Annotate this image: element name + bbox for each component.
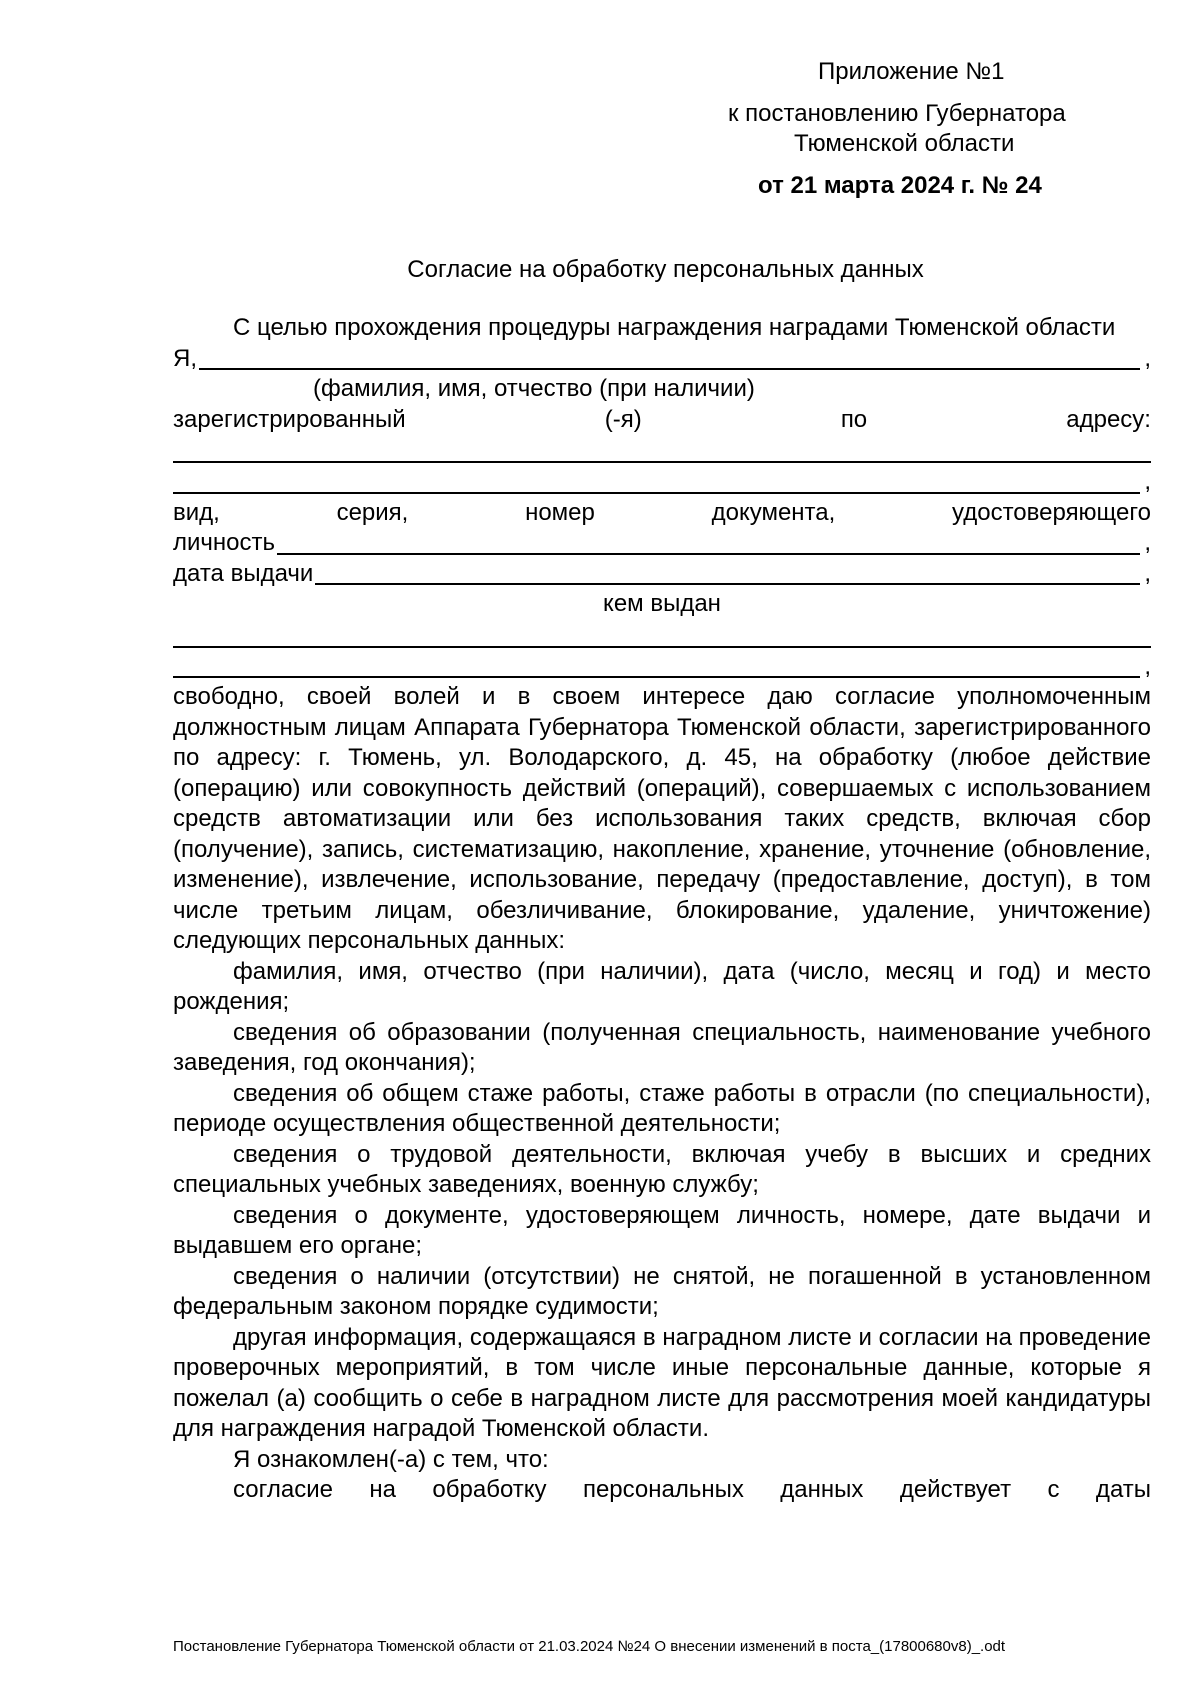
issue-date-label: дата выдачи [173, 559, 314, 587]
decree-reference: к постановлению Губернатора [728, 100, 1066, 127]
issued-by-caption: кем выдан [603, 590, 721, 617]
list-item: другая информация, содержащаяся в наградном листе и согласии на проведение проверочных мероприятий, в том числе иные персональные данные, которые я пожелал (а) сообщить о себе в наградном листе для рассмотрения моей кандидатуры для награждения наградой Тюменской области. [173, 1323, 1151, 1442]
identity-label: личность [173, 529, 276, 556]
address-row-2 [173, 467, 1151, 498]
issued-by-row-2 [173, 652, 1151, 683]
doc-word-2: серия, [336, 498, 409, 526]
address-blank-2[interactable] [173, 470, 1140, 494]
list-item: сведения об общем стаже работы, стаже работы в отрасли (по специальности), периоде осуществления общественной деятельности; [173, 1079, 1151, 1137]
issue-date-row [173, 559, 1151, 590]
comma: , [1144, 652, 1151, 680]
list-item: сведения о наличии (отсутствии) не снятой, не погашенной в установленном федеральным законом порядке судимости; [173, 1262, 1151, 1320]
registered-word-3: по [840, 405, 868, 433]
doc-word-3: номер [525, 498, 595, 526]
i-label: Я, [173, 344, 197, 372]
page-footer: Постановление Губернатора Тюменской области от 21.03.2024 №24 О внесении изменений в поста_(17800680v8)_.odt [173, 1638, 1006, 1655]
acknowledged-line: Я ознакомлен(-а) с тем, что: [233, 1445, 549, 1473]
list-item: фамилия, имя, отчество (при наличии), дата (число, месяц и год) и место рождения; [173, 957, 1151, 1015]
document-title: Согласие на обработку персональных данных [407, 256, 924, 283]
fio-caption: (фамилия, имя, отчество (при наличии) [313, 375, 755, 402]
registered-word-2: (-я) [604, 405, 642, 433]
doc-word-5: удостоверяющего [952, 498, 1151, 526]
decree-date: от 21 марта 2024 г. № 24 [758, 172, 1042, 199]
name-field-row [173, 344, 1151, 375]
list-item: сведения о документе, удостоверяющем личность, номере, дате выдачи и выдавшем его органе; [173, 1201, 1151, 1259]
address-blank-1[interactable] [173, 435, 1151, 463]
document-body [173, 313, 1151, 1506]
comma: , [1144, 559, 1151, 587]
comma: , [1144, 344, 1151, 372]
region-name: Тюменской области [794, 130, 1015, 157]
doc-word-4: документа, [711, 498, 836, 526]
registered-row [173, 405, 1151, 436]
document-words-row [173, 498, 1151, 529]
appendix-number: Приложение №1 [818, 58, 1005, 85]
intro-paragraph: С целью прохождения процедуры награждения наградами Тюменской области [233, 314, 1116, 341]
comma: , [1144, 529, 1151, 556]
issue-date-blank[interactable] [315, 561, 1140, 585]
list-item: сведения об образовании (полученная специальность, наименование учебного заведения, год окончания); [173, 1018, 1151, 1076]
identity-blank[interactable] [277, 531, 1140, 555]
consent-paragraph: свободно, своей волей и в своем интересе даю согласие уполномоченным должностным лицам Аппарата Губернатора Тюменской области, зарегистрированного по адресу: г. Тюмень, ул. Володарского, д. 45, на обработку (любое действие (операцию) или совокупность действий (операций), совершаемых с использованием средств автоматизации или без использования таких средств, включая сбор (получение), запись, систематизацию, накопление, хранение, уточнение (обновление, изменение), извлечение, использование, передачу (предоставление, доступ), в том числе третьим лицам, обезличивание, блокирование, удаление, уничтожение) следующих персональных данных: [173, 683, 1151, 954]
comma: , [1144, 468, 1151, 495]
registered-word-4: адресу: [1066, 405, 1151, 433]
doc-word-1: вид, [173, 498, 220, 526]
validity-line: согласие на обработку персональных данных действует с даты [233, 1476, 1151, 1503]
identity-row [173, 528, 1151, 559]
name-blank[interactable] [199, 346, 1140, 370]
list-item: сведения о трудовой деятельности, включая учебу в высших и средних специальных учебных заведениях, военную службу; [173, 1140, 1151, 1198]
issued-by-blank-1[interactable] [173, 620, 1151, 648]
registered-word-1: зарегистрированный [173, 405, 406, 433]
issued-by-blank-2[interactable] [173, 654, 1140, 678]
